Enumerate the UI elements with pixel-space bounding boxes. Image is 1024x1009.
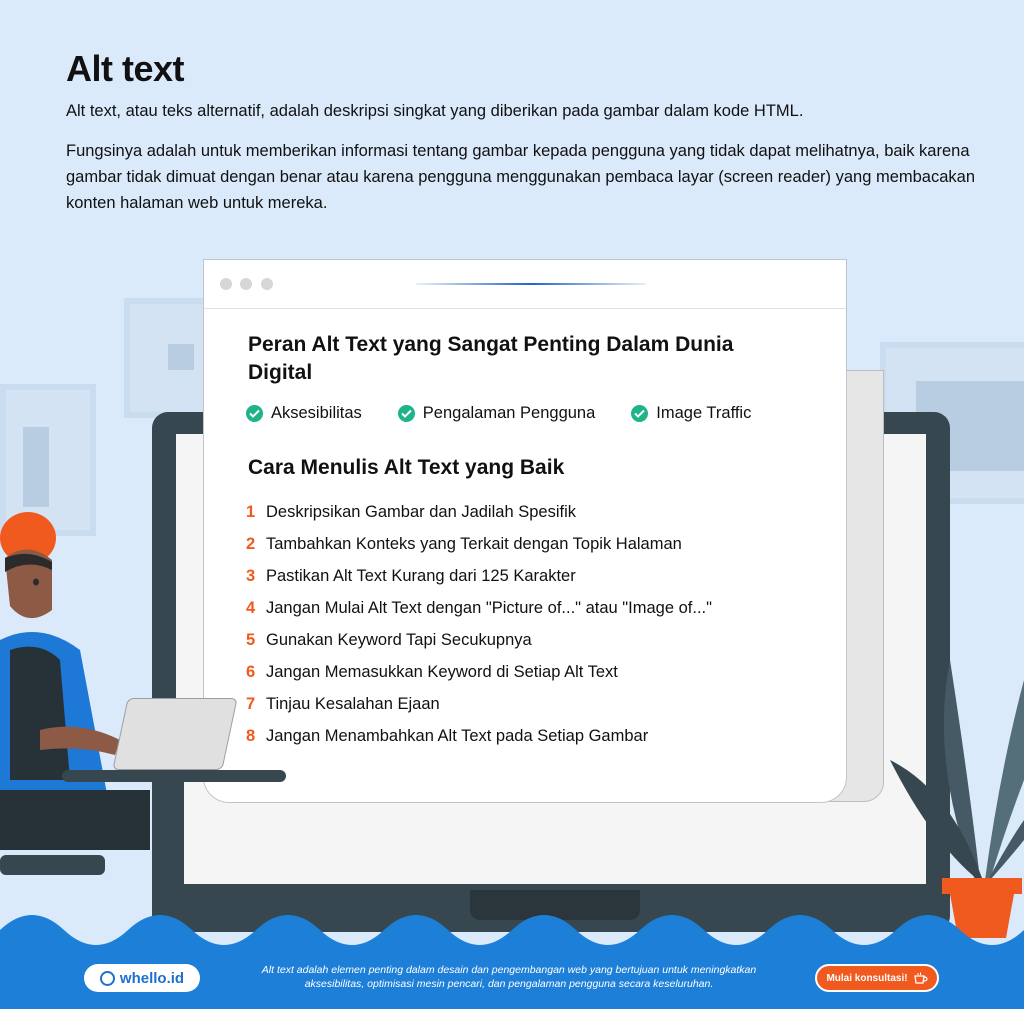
step-text: Gunakan Keyword Tapi Secukupnya: [266, 630, 532, 649]
step-number: 2: [246, 534, 256, 553]
check-circle-icon: [246, 405, 263, 422]
footer-description: Alt text adalah elemen penting dalam desain dan pengembangan web yang bertujuan untuk meningkatkan aksesibilitas, optimisasi mesin pencari, dan pengalaman pengguna secara keseluruhan.: [261, 964, 757, 990]
window-dot-icon: [240, 278, 252, 290]
coffee-cup-icon: [914, 972, 928, 984]
consultation-button[interactable]: [815, 964, 939, 992]
benefit-item: [631, 404, 751, 423]
step-text: Tambahkan Konteks yang Terkait dengan Topik Halaman: [266, 534, 682, 553]
step-number: 5: [246, 630, 256, 649]
list-item: [246, 592, 712, 624]
benefits-row: [246, 404, 787, 423]
list-item: [246, 528, 712, 560]
consultation-button-label: Mulai konsultasi!: [826, 972, 908, 984]
intro-paragraph: Alt text, atau teks alternatif, adalah deskripsi singkat yang diberikan pada gambar dalam kode HTML.: [66, 102, 804, 120]
whello-logo[interactable]: [84, 964, 200, 992]
step-text: Pastikan Alt Text Kurang dari 125 Karakter: [266, 566, 576, 585]
list-item: [246, 656, 712, 688]
list-item: [246, 688, 712, 720]
step-text: Jangan Mulai Alt Text dengan "Picture of..." atau "Image of...": [266, 598, 712, 617]
plant-illustration: [890, 640, 1024, 885]
laptop: [112, 698, 237, 770]
check-circle-icon: [631, 405, 648, 422]
globe-icon: [100, 971, 115, 986]
logo-text: whello.id: [119, 969, 185, 987]
window-dot-icon: [220, 278, 232, 290]
step-number: 6: [246, 662, 256, 681]
steps-list: [246, 496, 712, 752]
page-title: Alt text: [66, 48, 185, 89]
step-number: 1: [246, 502, 256, 521]
step-number: 7: [246, 694, 256, 713]
browser-title-bar: [204, 260, 846, 309]
step-text: Tinjau Kesalahan Ejaan: [266, 694, 440, 713]
footer-wave: [0, 900, 1024, 1009]
howto-heading: Cara Menulis Alt Text yang Baik: [248, 456, 565, 479]
browser-card: [203, 259, 847, 803]
list-item: [246, 560, 712, 592]
list-item: [246, 624, 712, 656]
step-text: Deskripsikan Gambar dan Jadilah Spesifik: [266, 502, 576, 521]
step-number: 4: [246, 598, 256, 617]
step-number: 8: [246, 726, 256, 745]
benefit-label: Aksesibilitas: [271, 404, 362, 422]
benefit-item: [398, 404, 595, 423]
step-text: Jangan Menambahkan Alt Text pada Setiap Gambar: [266, 726, 649, 745]
list-item: [246, 720, 712, 752]
benefit-item: [246, 404, 362, 423]
step-text: Jangan Memasukkan Keyword di Setiap Alt Text: [266, 662, 618, 681]
check-circle-icon: [398, 405, 415, 422]
chair: [0, 855, 105, 875]
benefit-label: Pengalaman Pengguna: [422, 404, 596, 422]
benefit-label: Image Traffic: [656, 404, 752, 422]
function-paragraph: Fungsinya adalah untuk memberikan informasi tentang gambar kepada pengguna yang tidak dapat melihatnya, baik karena gambar tidak dimuat dengan benar atau karena pengguna menggunakan pembaca layar (screen reader) yang membacakan konten halaman web untuk mereka.: [66, 142, 975, 212]
role-heading: Peran Alt Text yang Sangat Penting Dalam Dunia Digital: [248, 333, 734, 384]
address-bar: [416, 283, 646, 285]
window-dot-icon: [261, 278, 273, 290]
step-number: 3: [246, 566, 256, 585]
list-item: [246, 496, 712, 528]
